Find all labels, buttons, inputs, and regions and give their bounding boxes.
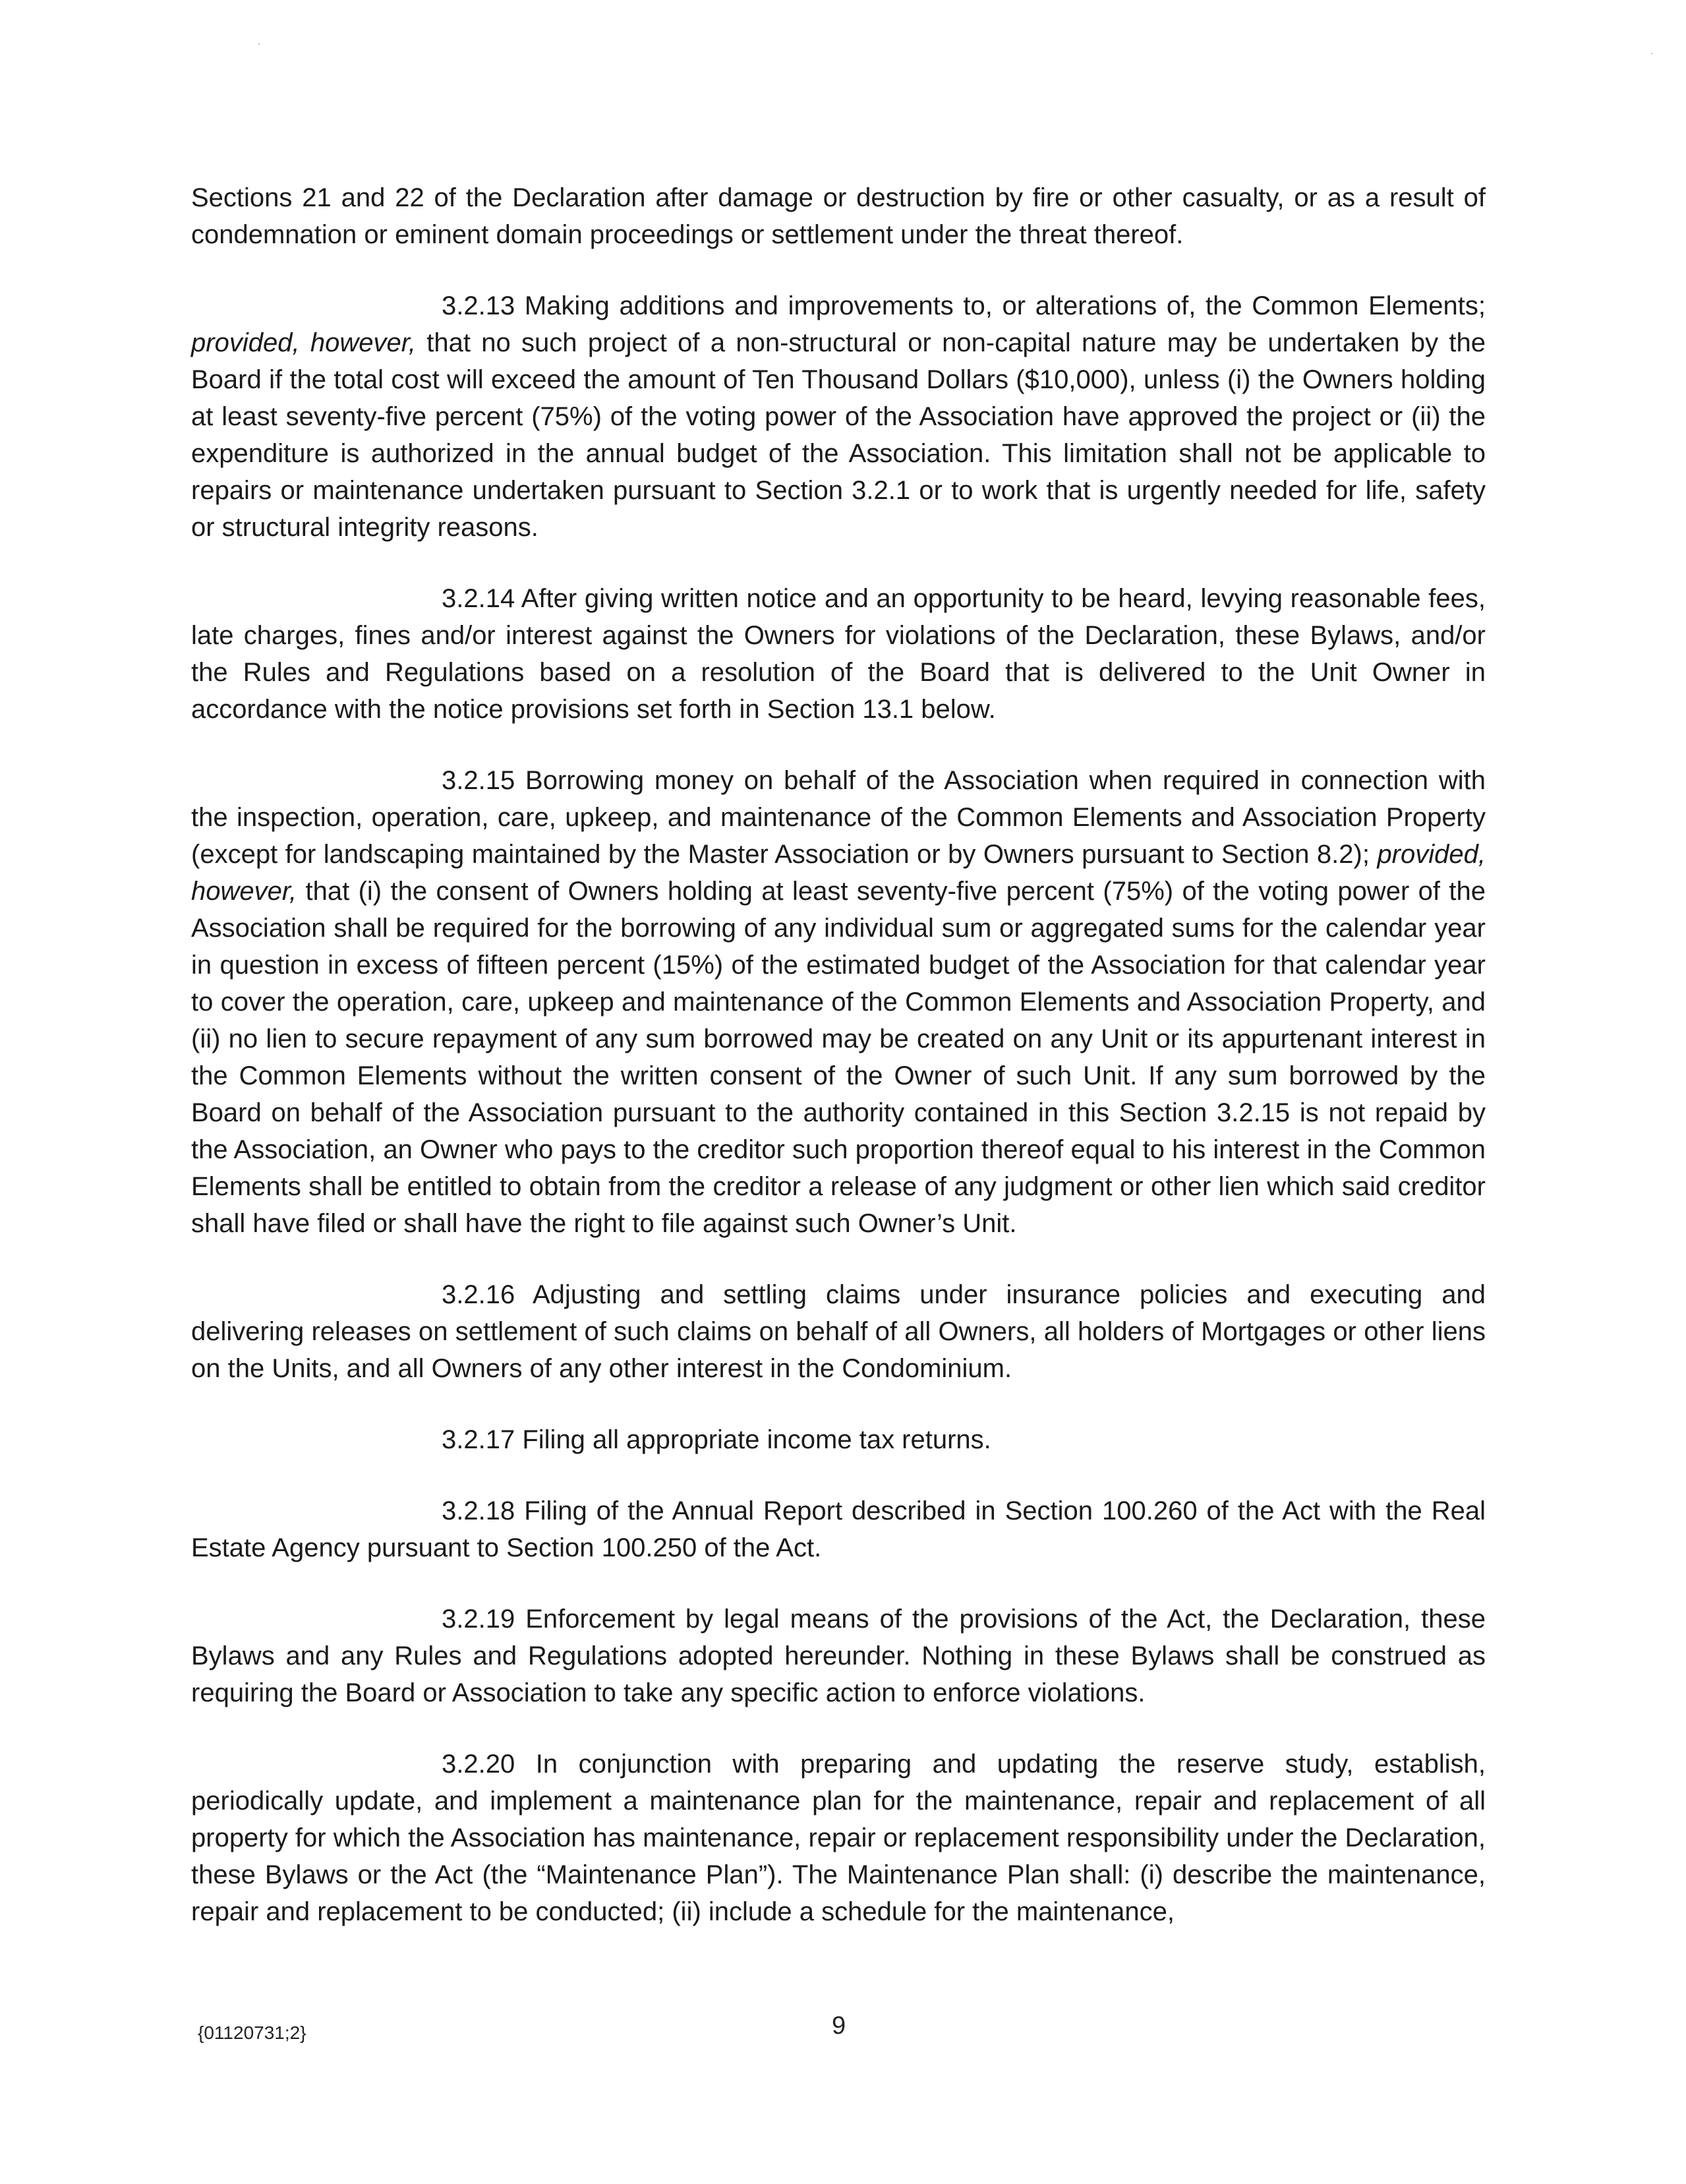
paragraph-3-2-20 bbox=[191, 1746, 1486, 1930]
paragraph-3-2-14 bbox=[191, 580, 1486, 728]
italic-proviso: provided, however, bbox=[191, 840, 1486, 906]
paragraph-3-2-18 bbox=[191, 1492, 1486, 1566]
scan-speck bbox=[258, 44, 260, 45]
document-id: {01120731;2} bbox=[198, 2022, 306, 2043]
section-number: 3.2.14 bbox=[442, 584, 515, 613]
paragraph-3-2-15 bbox=[191, 762, 1486, 1242]
section-number: 3.2.16 bbox=[442, 1280, 515, 1309]
scan-speck bbox=[1651, 53, 1652, 54]
document-body bbox=[191, 179, 1486, 1964]
section-number: 3.2.20 bbox=[442, 1750, 515, 1779]
page-number: 9 bbox=[832, 2012, 846, 2040]
paragraph-text: Enforcement by legal means of the provisions of the Act, the Declaration, these Bylaws and any Rules and Regulations adopted hereunder. Nothing in these Bylaws shall be construed as requiring the Board or Association to take any specific action to enforce violations. bbox=[191, 1605, 1486, 1707]
section-number: 3.2.19 bbox=[442, 1605, 515, 1634]
paragraph-text: Filing all appropriate income tax returns. bbox=[522, 1425, 991, 1454]
paragraph-3-2-13 bbox=[191, 287, 1486, 546]
paragraph-text: Filing of the Annual Report described in Section 100.260 of the Act with the Real Estate Agency pursuant to Section 100.250 of the Act. bbox=[191, 1496, 1486, 1562]
section-number: 3.2.13 bbox=[442, 291, 515, 320]
paragraph-text: After giving written notice and an opportunity to be heard, levying reasonable fees, late charges, fines and/or interest against the Owners for violations of the Declaration, these Bylaws, and/or the Rules and Regulations based on a resolution of the Board that is delivered to the Unit Owner in accordance with the notice provisions set forth in Section 13.1 below. bbox=[191, 584, 1486, 724]
paragraph-text: that (i) the consent of Owners holding at least seventy-five percent (75%) of the voting power of the Association shall be required for the borrowing of any individual sum or aggregated sums for the calendar year in question in excess of fifteen percent (15%) of the estimated budget of the Association for that calendar year to cover the operation, care, upkeep and maintenance of the Common Elements and Association Property, and (ii) no lien to secure repayment of any sum borrowed may be created on any Unit or its appurtenant interest in the Common Elements without the written consent of the Owner of such Unit. If any sum borrowed by the Board on behalf of the Association pursuant to the authority contained in this Section 3.2.15 is not repaid by the Association, an Owner who pays to the creditor such proportion thereof equal to his interest in the Common Elements shall be entitled to obtain from the creditor a release of any judgment or other lien which said creditor shall have filed or shall have the right to file against such Owner’s Unit. bbox=[191, 877, 1486, 1238]
paragraph-text: In conjunction with preparing and updating the reserve study, establish, periodically update, and implement a maintenance plan for the maintenance, repair and replacement of all property for which the Association has maintenance, repair or replacement responsibility under the Declaration, these Bylaws or the Act (the “Maintenance Plan”). The Maintenance Plan shall: (i) describe the maintenance, repair and replacement to be conducted; (ii) include a schedule for the maintenance, bbox=[191, 1750, 1486, 1926]
paragraph-3-2-16 bbox=[191, 1276, 1486, 1387]
paragraph-continuation bbox=[191, 179, 1486, 253]
paragraph-text: Sections 21 and 22 of the Declaration after damage or destruction by fire or other casualty, or as a result of condemnation or eminent domain proceedings or settlement under the threat thereof. bbox=[191, 183, 1486, 249]
section-number: 3.2.15 bbox=[442, 766, 515, 795]
paragraph-3-2-17 bbox=[191, 1421, 1486, 1458]
paragraph-text: Borrowing money on behalf of the Association when required in connection with the inspection, operation, care, upkeep, and maintenance of the Common Elements and Association Property (except for landscaping maintained by the Master Association or by Owners pursuant to Section 8.2); bbox=[191, 766, 1486, 869]
paragraph-3-2-19 bbox=[191, 1601, 1486, 1711]
paragraph-text: Making additions and improvements to, or alterations of, the Common Elements; bbox=[524, 291, 1486, 320]
section-number: 3.2.17 bbox=[442, 1425, 515, 1454]
paragraph-text: Adjusting and settling claims under insurance policies and executing and delivering releases on settlement of such claims on behalf of all Owners, all holders of Mortgages or other liens on the Units, and all Owners of any other interest in the Condominium. bbox=[191, 1280, 1486, 1383]
section-number: 3.2.18 bbox=[442, 1496, 515, 1525]
italic-proviso: provided, however, bbox=[191, 328, 416, 357]
paragraph-text: that no such project of a non-structural or non-capital nature may be undertaken by the Board if the total cost will exceed the amount of Ten Thousand Dollars ($10,000), unless (i) the Owners holding at least seventy-five percent (75%) of the voting power of the Association have approved the project or (ii) the expenditure is authorized in the annual budget of the Association. This limitation shall not be applicable to repairs or maintenance undertaken pursuant to Section 3.2.1 or to work that is urgently needed for life, safety or structural integrity reasons. bbox=[191, 328, 1486, 542]
